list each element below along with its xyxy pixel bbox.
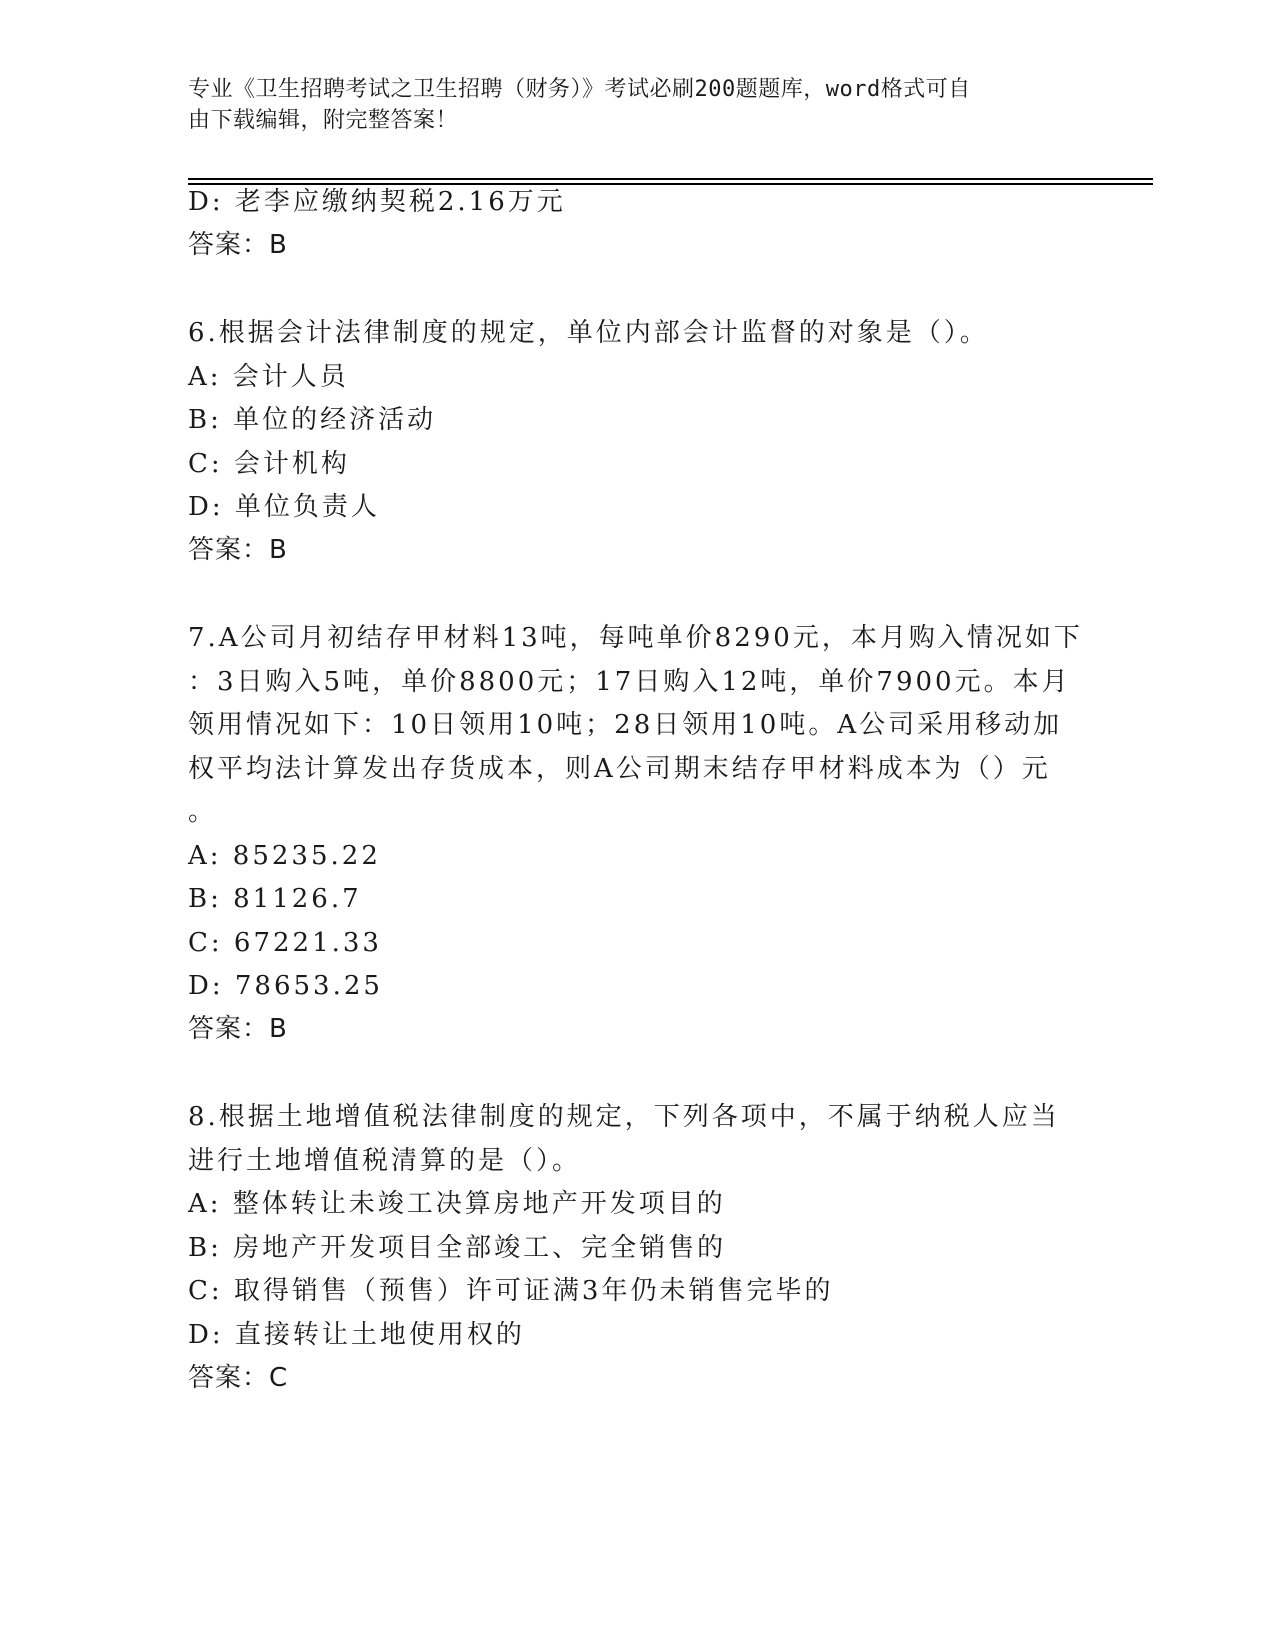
- q7-stem-line-4: 权平均法计算发出存货成本，则A公司期末结存甲材料成本为（）元: [188, 754, 1051, 784]
- q8-option-c: C: 取得销售（预售）许可证满3年仍未销售完毕的: [188, 1276, 834, 1306]
- q5-answer: 答案：B: [188, 230, 288, 260]
- q6-answer: 答案：B: [188, 535, 288, 565]
- q7-answer: 答案：B: [188, 1014, 288, 1044]
- q8-option-b: B: 房地产开发项目全部竣工、完全销售的: [188, 1233, 727, 1263]
- q6-stem: 6.根据会计法律制度的规定，单位内部会计监督的对象是（）。: [188, 318, 989, 348]
- q8-option-a: A: 整体转让未竣工决算房地产开发项目的: [188, 1189, 726, 1219]
- q7-option-d: D: 78653.25: [188, 971, 383, 1001]
- q7-option-c: C: 67221.33: [188, 928, 382, 958]
- q8-stem-line-1: 8.根据土地增值税法律制度的规定，下列各项中，不属于纳税人应当: [188, 1102, 1060, 1132]
- q7-option-a: A: 85235.22: [188, 841, 381, 871]
- q8-stem-line-2: 进行土地增值税清算的是（）。: [188, 1146, 582, 1176]
- q7-stem-line-1: 7.A公司月初结存甲材料13吨，每吨单价8290元，本月购入情况如下: [188, 623, 1083, 653]
- q7-stem-line-3: 领用情况如下：10日领用10吨；28日领用10吨。A公司采用移动加: [188, 710, 1063, 740]
- q5-option-d: D: 老李应缴纳契税2.16万元: [188, 187, 566, 217]
- q8-answer: 答案：C: [188, 1363, 289, 1393]
- header-line-2: 由下载编辑，附完整答案！: [188, 108, 459, 133]
- document-header: [188, 74, 1088, 136]
- q6-option-c: C: 会计机构: [188, 449, 350, 479]
- q7-option-b: B: 81126.7: [188, 884, 362, 914]
- q8-option-d: D: 直接转让土地使用权的: [188, 1320, 525, 1350]
- q6-option-a: A: 会计人员: [188, 362, 349, 392]
- header-line-1: 专业《卫生招聘考试之卫生招聘（财务）》考试必刷200题题库，word格式可自: [188, 77, 971, 102]
- q7-stem-line-5: 。: [188, 797, 218, 827]
- q6-option-b: B: 单位的经济活动: [188, 405, 437, 435]
- q7-stem-line-2: ：3日购入5吨，单价8800元；17日购入12吨，单价7900元。本月: [188, 667, 1071, 697]
- q6-option-d: D: 单位负责人: [188, 492, 380, 522]
- header-rule-top: [188, 178, 1153, 180]
